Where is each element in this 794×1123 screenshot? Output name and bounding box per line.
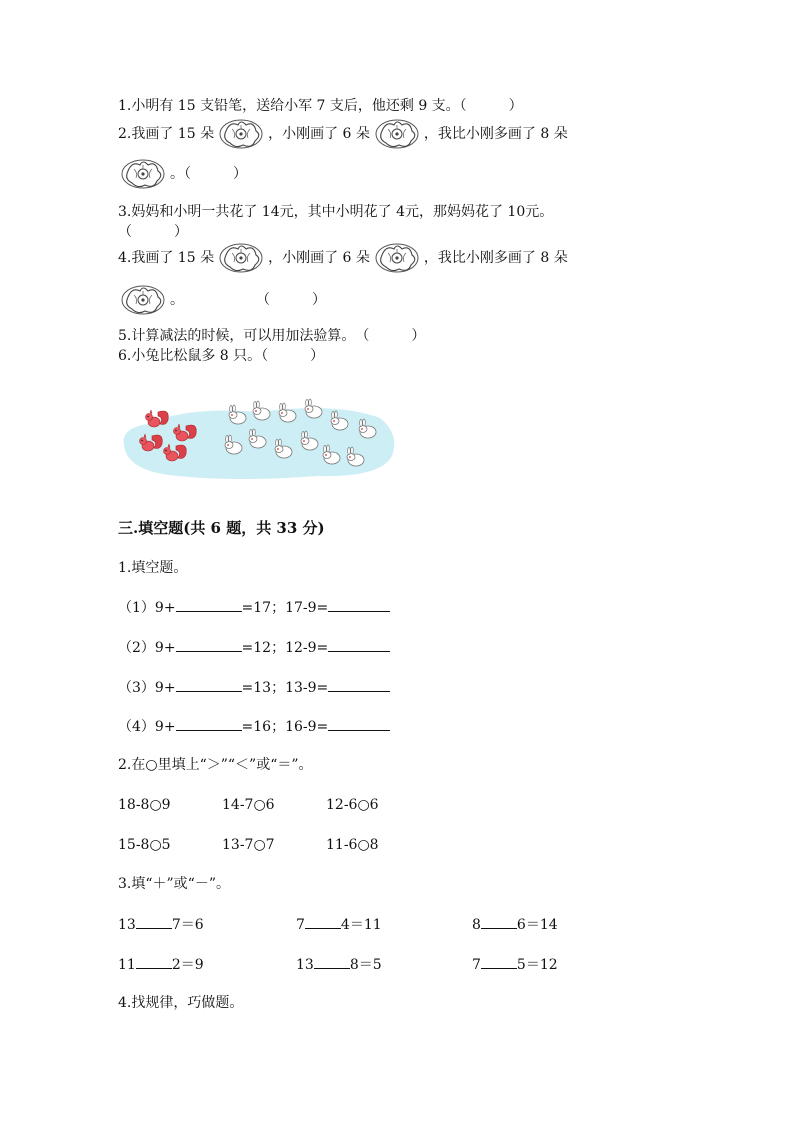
p2-item: 13-7○7 [222,837,275,853]
answer-blank[interactable] [314,954,350,969]
answer-blank[interactable] [136,954,172,969]
p1-row-text: （3）9+ [118,680,176,696]
judge-q1: 1.小明有 15 支铅笔，送给小军 7 支后，他还剩 9 支。（ ） [118,98,523,114]
judge-q2-text-a: 2.我画了 15 朵 [118,126,215,142]
judge-q3: 3.妈妈和小明一共花了 14元，其中小明花了 4元，那妈妈花了 10元。 [118,204,554,220]
p1-row-text: （1）9+ [118,600,176,616]
p3-item [118,954,204,975]
judge-q5: 5.计算减法的时候，可以用加法验算。 （ ） [118,328,426,344]
p3-item [472,954,558,975]
judge-q4-text-b: ，小刚画了 6 朵 [268,250,370,266]
flower-icon [374,241,420,275]
answer-blank[interactable] [176,637,242,652]
p3-item [296,954,382,975]
answer-blank[interactable] [481,914,517,929]
p3-text: 8 [472,917,481,933]
p3-text: 13 [296,957,314,973]
p3-text: 11 [118,957,136,973]
p2-title: 2.在○里填上“＞”“＜”或“＝”。 [118,757,313,773]
p3-text: 7 [296,917,305,933]
answer-blank[interactable] [305,914,341,929]
judge-q2-text-d: 。（ ） [170,166,247,182]
flower-icon [120,157,166,191]
p1-row-text: （2）9+ [118,640,176,656]
p2-item: 15-8○5 [118,837,171,853]
p1-row-text: =16；16-9= [241,719,329,735]
judge-q6: 6.小兔比松鼠多 8 只。（ ） [118,348,325,364]
judge-q2-text-b: ，小刚画了 6 朵 [268,126,370,142]
p3-text: 2＝9 [171,957,204,973]
p1-row-text: （4）9+ [118,719,176,735]
p3-item [472,914,558,935]
judge-q4-text-d: 。 [170,292,184,308]
judge-q4-text-c: ，我比小刚多画了 8 朵 [423,250,568,266]
judge-q4-line2 [120,282,326,318]
judge-q2-line1 [118,116,568,152]
judge-q4-line1 [118,240,568,276]
p1-row-2 [118,637,390,658]
answer-blank[interactable] [328,677,390,692]
p1-row-4 [118,716,390,737]
judge-q4-paren: （ ） [256,292,326,308]
p2-item: 18-8○9 [118,797,171,813]
squirrel-rabbit-picture [118,398,398,480]
answer-blank[interactable] [136,914,172,929]
answer-blank[interactable] [176,597,242,612]
answer-blank[interactable] [328,597,390,612]
p3-text: 8＝5 [349,957,382,973]
p2-item: 14-7○6 [222,797,275,813]
flower-icon [120,283,166,317]
section3-title: 三.填空题(共 6 题，共 33 分) [118,519,325,537]
answer-blank[interactable] [176,716,242,731]
p1-row-1 [118,597,390,618]
judge-q4-text-a: 4.我画了 15 朵 [118,250,215,266]
p3-item [118,914,204,935]
answer-blank[interactable] [176,677,242,692]
p1-title: 1.填空题。 [118,560,188,576]
p3-item [296,914,382,935]
judge-q2-text-c: ，我比小刚多画了 8 朵 [423,126,568,142]
p1-row-text: =17；17-9= [241,600,329,616]
flower-icon [374,117,420,151]
p3-text: 5＝12 [516,957,558,973]
judge-q3-paren: （ ） [118,224,188,240]
answer-blank[interactable] [328,716,390,731]
p1-row-text: =13；13-9= [241,680,329,696]
p3-text: 4＝11 [340,917,382,933]
p3-text: 6＝14 [516,917,558,933]
p3-text: 7 [472,957,481,973]
p4-title: 4.找规律，巧做题。 [118,995,244,1011]
p1-row-3 [118,677,390,698]
answer-blank[interactable] [328,637,390,652]
flower-icon [218,117,264,151]
p3-text: 13 [118,917,136,933]
p2-item: 12-6○6 [326,797,379,813]
judge-q2-line2 [120,156,247,192]
flower-icon [218,241,264,275]
p2-item: 11-6○8 [326,837,379,853]
p3-text: 7＝6 [171,917,204,933]
answer-blank[interactable] [481,954,517,969]
p1-row-text: =12；12-9= [241,640,329,656]
p3-title: 3.填“＋”或“－”。 [118,876,230,892]
